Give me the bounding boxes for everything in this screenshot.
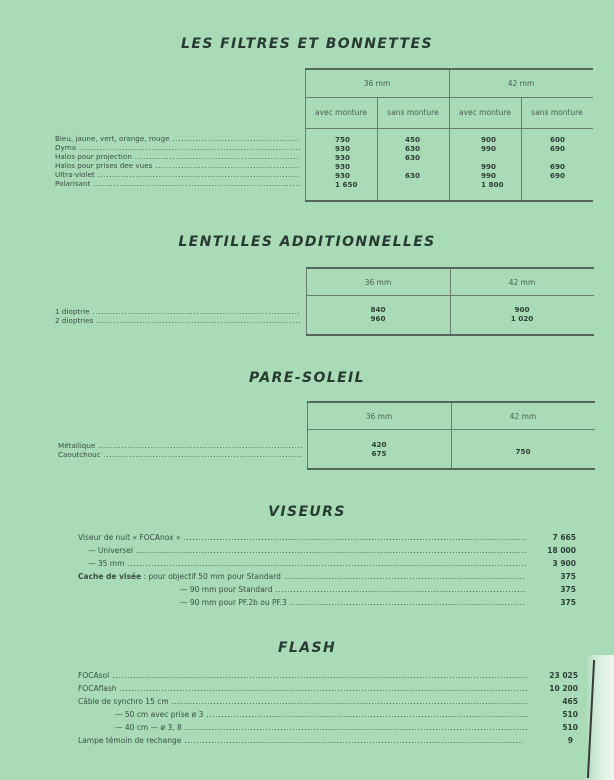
list-item xyxy=(180,584,576,596)
item-label: Câble de synchro 15 cm ..... xyxy=(78,696,528,708)
lentilles-label: 1 dioptrie ..... xyxy=(55,307,300,316)
item-label: Lampe témoin de rechange ..... xyxy=(78,735,523,747)
price-column: 900 1 020 xyxy=(510,305,534,323)
pare-soleil-table xyxy=(307,401,595,470)
lentilles-label: 2 dioptries ..... xyxy=(55,316,300,325)
item-price: 375 xyxy=(560,585,576,594)
item-price: 9 xyxy=(567,736,573,745)
item-price: 7 665 xyxy=(552,533,576,542)
item-label: — Universel ..... xyxy=(88,545,526,557)
price-column: 900 990 990 990 1 800 xyxy=(481,135,504,189)
list-item xyxy=(78,735,573,747)
item-label: Viseur de nuit « FOCAnox » ..... xyxy=(78,532,526,544)
list-item xyxy=(115,709,578,721)
item-label: — 90 mm pour Standard ..... xyxy=(180,584,526,596)
item-price: 375 xyxy=(560,598,576,607)
lentilles-labels xyxy=(55,307,300,325)
list-item xyxy=(180,597,576,609)
item-label: FOCAflash ..... xyxy=(78,683,528,695)
item-label xyxy=(78,571,526,583)
list-item xyxy=(88,558,576,570)
price-column: 450 630 630 630 xyxy=(405,135,421,180)
subheader-sans-monture: sans monture xyxy=(387,108,439,117)
col-header-36mm: 36 mm xyxy=(364,278,392,287)
col-header-42mm: 42 mm xyxy=(509,412,537,421)
item-label: — 40 cm — ø 3, 8 ..... xyxy=(115,722,528,734)
list-item xyxy=(78,670,578,682)
price-column: 750 930 930 930 930 1 650 xyxy=(335,135,358,189)
item-price: 510 xyxy=(562,710,578,719)
list-item xyxy=(78,532,576,544)
item-price: 375 xyxy=(560,572,576,581)
pare-soleil-labels xyxy=(58,441,303,459)
item-price: 18 000 xyxy=(547,546,576,555)
item-label-rest: : pour objectif 50 mm pour Standard xyxy=(141,572,281,581)
item-price: 3 900 xyxy=(552,559,576,568)
price-column: 420 675 xyxy=(371,440,387,458)
section-title-viseurs: VISEURS xyxy=(268,504,346,520)
section-title-flash: FLASH xyxy=(277,640,337,656)
list-item xyxy=(78,696,578,708)
list-item xyxy=(78,571,576,583)
item-price: 510 xyxy=(562,723,578,732)
price-column: 750 xyxy=(515,447,531,456)
col-header-42mm: 42 mm xyxy=(508,278,536,287)
item-label: FOCAsol ..... xyxy=(78,670,528,682)
item-price: 23 025 xyxy=(549,671,578,680)
subheader-sans-monture: sans monture xyxy=(531,108,583,117)
subheader-avec-monture: avec monture xyxy=(314,108,368,117)
price-column: 840 960 xyxy=(370,305,386,323)
section-title-filtres: LES FILTRES ET BONNETTES xyxy=(181,36,433,52)
filtres-label: Ultra-violet ..... xyxy=(55,170,300,179)
filtres-label: Dyma ..... xyxy=(55,143,300,152)
item-price: 465 xyxy=(562,697,578,706)
pare-soleil-label: Caoutchouc ..... xyxy=(58,450,303,459)
item-price: 10 200 xyxy=(549,684,578,693)
section-title-pare-soleil: PARE-SOLEIL xyxy=(249,370,365,386)
col-header-36mm: 36 mm xyxy=(365,412,393,421)
list-item xyxy=(78,683,578,695)
list-item xyxy=(88,545,576,557)
list-item xyxy=(115,722,578,734)
section-title-lentilles: LENTILLES ADDITIONNELLES xyxy=(178,234,436,250)
lentilles-table xyxy=(306,267,594,336)
item-label: — 90 mm pour PF.2b ou PF.3 ..... xyxy=(180,597,526,609)
item-label: — 50 cm avec prise ø 3 ..... xyxy=(115,709,528,721)
filtres-label: Bleu, jaune, vert, orange, rouge ..... xyxy=(55,134,300,143)
col-header-36mm: 36 mm xyxy=(363,79,391,88)
price-column: 600 690 690 690 xyxy=(550,135,566,180)
pare-soleil-label: Métallique ..... xyxy=(58,441,303,450)
item-label-bold: Cache de visée xyxy=(78,572,142,581)
item-label: — 35 mm ..... xyxy=(88,558,526,570)
filtres-labels xyxy=(55,134,300,188)
filtres-label: Halos pour prises dee vues ..... xyxy=(55,161,300,170)
filtres-label: Halos pour projection ..... xyxy=(55,152,300,161)
subheader-avec-monture: avec monture xyxy=(458,108,512,117)
filtres-label: Polarisant ..... xyxy=(55,179,300,188)
col-header-42mm: 42 mm xyxy=(507,79,535,88)
filtres-table xyxy=(305,68,593,202)
